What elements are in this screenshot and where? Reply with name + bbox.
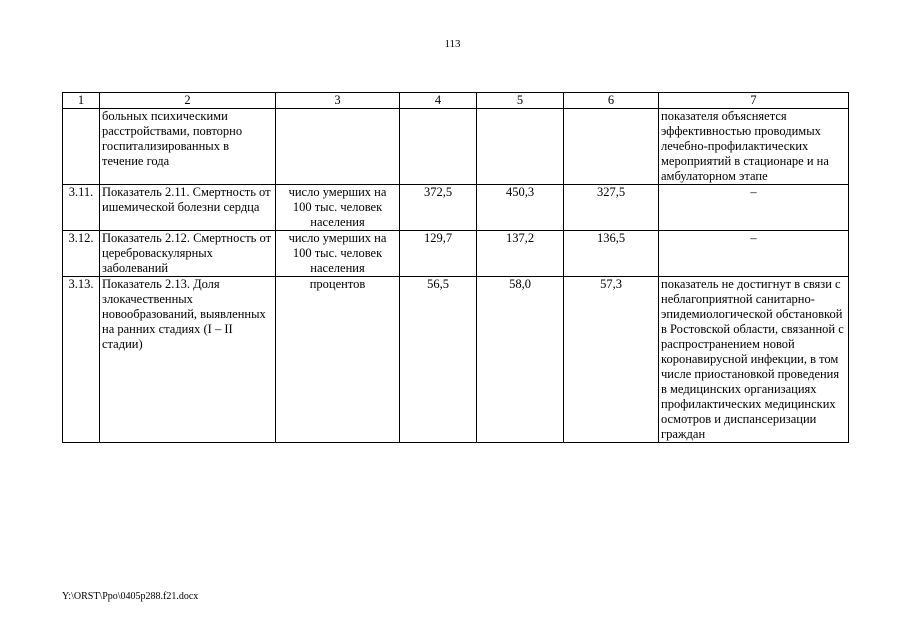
value-col-5 <box>477 109 564 185</box>
table-row <box>63 277 849 443</box>
unit-cell: число умерших на 100 тыс. человек населения <box>276 231 400 277</box>
note-cell: – <box>659 231 849 277</box>
value-col-5: 137,2 <box>477 231 564 277</box>
value-col-6: 136,5 <box>564 231 659 277</box>
value-col-5: 58,0 <box>477 277 564 443</box>
unit-cell: процентов <box>276 277 400 443</box>
col-header-5: 5 <box>477 93 564 109</box>
unit-cell <box>276 109 400 185</box>
value-col-5: 450,3 <box>477 185 564 231</box>
header-row <box>63 93 849 109</box>
value-col-6: 327,5 <box>564 185 659 231</box>
table-row <box>63 109 849 185</box>
note-cell: показатель не достигнут в связи с неблагоприятной санитарно-эпидемиологической обстановкой в Ростовской области, связанной с распространением новой коронавирусной инфекции, в том числе приостановкой проведения в медицинских организациях профилактических медицинских осмотров и диспансеризации граждан <box>659 277 849 443</box>
table-row <box>63 231 849 277</box>
indicator-name: больных психическими расстройствами, повторно госпитализированных в течение года <box>100 109 276 185</box>
note-cell: – <box>659 185 849 231</box>
col-header-7: 7 <box>659 93 849 109</box>
col-header-3: 3 <box>276 93 400 109</box>
indicators-table <box>62 92 849 443</box>
row-id: 3.11. <box>63 185 100 231</box>
indicator-name: Показатель 2.12. Смертность от цереброваскулярных заболеваний <box>100 231 276 277</box>
table-row <box>63 185 849 231</box>
row-id <box>63 109 100 185</box>
value-col-4: 56,5 <box>400 277 477 443</box>
note-cell: показателя объясняется эффективностью проводимых лечебно-профилактических мероприятий в стационаре и на амбулаторном этапе <box>659 109 849 185</box>
page-number: 113 <box>444 38 461 50</box>
row-id: 3.13. <box>63 277 100 443</box>
document-path: Y:\ORST\Ppo\0405p288.f21.docx <box>62 591 199 602</box>
value-col-4 <box>400 109 477 185</box>
value-col-6 <box>564 109 659 185</box>
col-header-6: 6 <box>564 93 659 109</box>
value-col-4: 129,7 <box>400 231 477 277</box>
col-header-2: 2 <box>100 93 276 109</box>
col-header-1: 1 <box>63 93 100 109</box>
value-col-4: 372,5 <box>400 185 477 231</box>
indicator-name: Показатель 2.11. Смертность от ишемической болезни сердца <box>100 185 276 231</box>
value-col-6: 57,3 <box>564 277 659 443</box>
indicator-name: Показатель 2.13. Доля злокачественных новообразований, выявленных на ранних стадиях (I – II стадии) <box>100 277 276 443</box>
unit-cell: число умерших на 100 тыс. человек населения <box>276 185 400 231</box>
col-header-4: 4 <box>400 93 477 109</box>
row-id: 3.12. <box>63 231 100 277</box>
